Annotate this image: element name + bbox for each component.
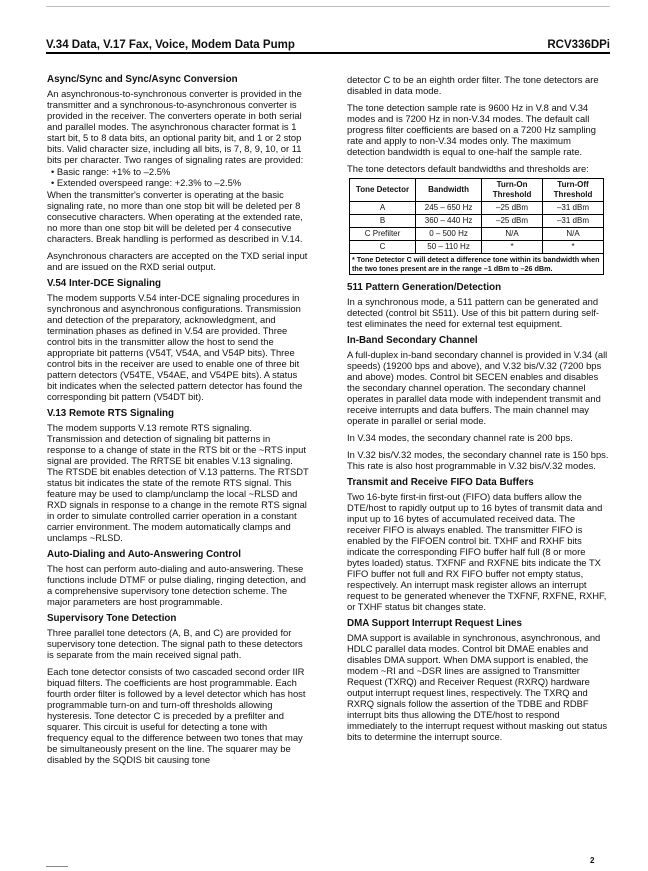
right-column [347, 74, 609, 748]
paragraph: detector C to be an eighth order filter. The tone detectors are disabled in data mode. [347, 74, 599, 96]
section-title: 511 Pattern Generation/Detection [347, 282, 502, 293]
paragraph: An asynchronous-to-synchronous converter is provided in the transmitter and a synchronous-to-asynchronous converter is provided in the receiver. The converters operate in both serial and parallel modes. The asynchronous character format is 1 start bit, 5 to 8 data bits, an optional parity bit, and 1 or 2 stop bits. Valid character size, including all bits, is 7, 8, 9, 10, or 11 bits per character. Two ranges of signaling rates are provided: [47, 88, 304, 165]
column-header: Bandwidth [416, 179, 482, 202]
section-title: V.13 Remote RTS Signaling [47, 408, 175, 419]
section-async-conversion [47, 74, 309, 272]
section-title: V.54 Inter-DCE Signaling [47, 278, 161, 289]
section-title: Async/Sync and Sync/Async Conversion [47, 74, 238, 85]
paragraph: The modem supports V.13 remote RTS signaling. Transmission and detection of signaling bit patterns in response to a change of state in the RTS bit or the ~RTS input signal are provided. The RRTSE bit enables V.13 signaling. The RTSDE bit enables detection of V.13 patterns. The RTSDT status bit indicates the state of the remote RTS signal. This feature may be used to clamp/unclamp the local ~RLSD and RXD signals in response to a change in the remote RTS signal in order to simulate controlled carrier operation in a constant carrier environment. The modem automatically clamps and unclamps ~RLSD. [47, 422, 309, 543]
table-cell: * [543, 241, 604, 254]
table-cell: B [350, 215, 416, 228]
paragraph: Asynchronous characters are accepted on the TXD serial input and are issued on the RXD serial output. [47, 250, 308, 272]
column-header: Turn-Off Threshold [543, 179, 604, 202]
section-title: Supervisory Tone Detection [47, 613, 177, 624]
section-title: Auto-Dialing and Auto-Answering Control [47, 549, 241, 560]
table-row [350, 241, 604, 254]
table-row [350, 215, 604, 228]
table-cell: A [350, 202, 416, 215]
table-cell: –31 dBm [543, 215, 604, 228]
page-header [46, 36, 610, 54]
table-cell: –25 dBm [482, 202, 543, 215]
section-v13-signaling [47, 408, 309, 543]
signaling-rate-list [47, 166, 309, 188]
paragraph: The modem supports V.54 inter-DCE signaling procedures in synchronous and asynchronous configurations. Transmission and detection of the preparatory, acknowledgment, and termination phases as defined in V.54 are provided. Three control bits in the transmitter allow the host to send the appropriate bit patterns (V54T, V54A, and V54P bits). Three control bits in the receiver are used to enable one of three bit pattern detectors (V54TE, V54AE, and V54PE bits). A status bit indicates when the selected pattern detector has found the corresponding bit pattern (V54DT bit). [47, 292, 303, 402]
section-auto-dialing [47, 549, 309, 607]
paragraph: A full-duplex in-band secondary channel is provided in V.34 (all speeds) (19200 bps and above), and V.32 bis/V.32 (7200 bps and above) modes. Control bit SECEN enables and disables the secondary channel operation. The secondary channel operates in parallel data mode with independent transmit and receive interrupts and data buffers. The main channel may operate in parallel or serial mode. [347, 349, 608, 426]
section-title: In-Band Secondary Channel [347, 335, 478, 346]
paragraph: In V.32 bis/V.32 modes, the secondary channel rate is 150 bps. This rate is also host programmable in V.32 bis/V.32 modes. [347, 449, 609, 471]
paragraph: In a synchronous mode, a 511 pattern can be generated and detected (control bit S511). Use of this bit pattern during self-test eliminates the need for external test equipment. [347, 296, 600, 329]
paragraph: Two 16-byte first-in first-out (FIFO) data buffers allow the DTE/host to rapidly output up to 16 bytes of transmit data and input up to 16 bytes of accumulated received data. The receiver FIFO is always enabled. The transmitter FIFO is enabled by the FIFOEN control bit. TXHF and RXHF bits indicate the corresponding FIFO buffer half full (8 or more bytes loaded) status. TXFNF and RXFNE bits indicate the TX FIFO buffer not full and RX FIFO buffer not empty status, respectively. An interrupt mask register allows an interrupt request to be generated whenever the TXFNF, RXFNE, RXHF, or TXHF status bit changes state. [347, 491, 607, 612]
section-title: Transmit and Receive FIFO Data Buffers [347, 477, 534, 488]
table-row [350, 228, 604, 241]
table-cell: * [482, 241, 543, 254]
paragraph: Three parallel tone detectors (A, B, and C) are provided for supervisory tone detection. The signal path to these detectors is separate from the main received signal path. [47, 627, 303, 660]
footer-rule [46, 866, 68, 867]
table-note-row [350, 254, 604, 275]
paragraph: The host can perform auto-dialing and auto-answering. These functions include DTMF or pulse dialing, ringing detection, and a comprehensive supervisory tone detection scheme. The major parameters are host programmable. [47, 563, 306, 607]
section-supervisory-tone [47, 613, 309, 765]
table-cell: N/A [482, 228, 543, 241]
paragraph: When the transmitter's converter is operating at the basic signaling rate, no more than one stop bit will be deleted per 8 consecutive characters. When operating at the extended rate, no more than one stop bit will be deleted per 4 consecutive characters. Break handling is performed as described in V.14. [47, 189, 303, 244]
paragraph: Each tone detector consists of two cascaded second order IIR biquad filters. The coefficients are host programmable. Each fourth order filter is followed by a level detector which has host programmable turn-on and turn-off thresholds allowing hysteresis. Tone detector C is preceded by a prefilter and squarer. This circuit is useful for detecting a tone with frequency equal to the difference between two tones that may be simultaneously present on the line. The squarer may be disabled by the SQDIS bit causing tone [47, 666, 306, 765]
table-cell: 245 – 650 Hz [416, 202, 482, 215]
table-cell: N/A [543, 228, 604, 241]
section-inband-secondary [347, 335, 609, 471]
table-footnote: * Tone Detector C will detect a difference tone within its bandwidth when the two tones present are in the range –1 dBm to –26 dBm. [350, 254, 604, 275]
table-cell: C Prefilter [350, 228, 416, 241]
header-title: V.34 Data, V.17 Fax, Voice, Modem Data Pump [46, 39, 295, 51]
table-row [350, 202, 604, 215]
page-mark: 2 [590, 856, 595, 865]
table-cell: 50 – 110 Hz [416, 241, 482, 254]
section-title: DMA Support Interrupt Request Lines [347, 618, 522, 629]
column-header: Turn-On Threshold [482, 179, 543, 202]
section-v54-signaling [47, 278, 309, 402]
section-511-pattern [347, 282, 609, 329]
section-fifo-buffers [347, 477, 609, 612]
table-cell: –31 dBm [543, 202, 604, 215]
paragraph: DMA support is available in synchronous, asynchronous, and HDLC parallel data modes. Control bit DMAE enables and disables DMA support. When DMA support is enabled, the modem ~RI and ~DSR lines are assigned to Transmitter Request (TXRQ) and Receiver Request (RXRQ) hardware output interrupt request lines, respectively. The TXRQ and RXRQ signals follow the assertion of the TDBE and RDBF interrupt bits thus allowing the DTE/host to respond immediately to the interrupt request without masking out status bits to determine the interrupt source. [347, 632, 608, 742]
table-cell: 0 – 500 Hz [416, 228, 482, 241]
list-item: • Basic range: +1% to –2.5% [51, 166, 309, 177]
table-cell: 360 – 440 Hz [416, 215, 482, 228]
paragraph: The tone detection sample rate is 9600 Hz in V.8 and V.34 modes and is 7200 Hz in non-V.34 modes. The default call progress filter coefficients are based on a 7200 Hz sampling rate and apply to non-V.34 modes only. The maximum detection bandwidth is equal to one-half the sample rate. [347, 102, 596, 157]
paragraph: The tone detectors default bandwidths and thresholds are: [347, 163, 589, 174]
column-header: Tone Detector [350, 179, 416, 202]
table-cell: C [350, 241, 416, 254]
table-cell: –25 dBm [482, 215, 543, 228]
left-column [47, 74, 309, 771]
paragraph: In V.34 modes, the secondary channel rate is 200 bps. [347, 432, 573, 443]
top-rule [46, 6, 610, 7]
header-part-number: RCV336DPi [547, 39, 610, 51]
section-dma-support [347, 618, 609, 742]
tone-detector-table [349, 178, 604, 275]
table-header-row [350, 179, 604, 202]
list-item: • Extended overspeed range: +2.3% to –2.5% [51, 177, 309, 188]
